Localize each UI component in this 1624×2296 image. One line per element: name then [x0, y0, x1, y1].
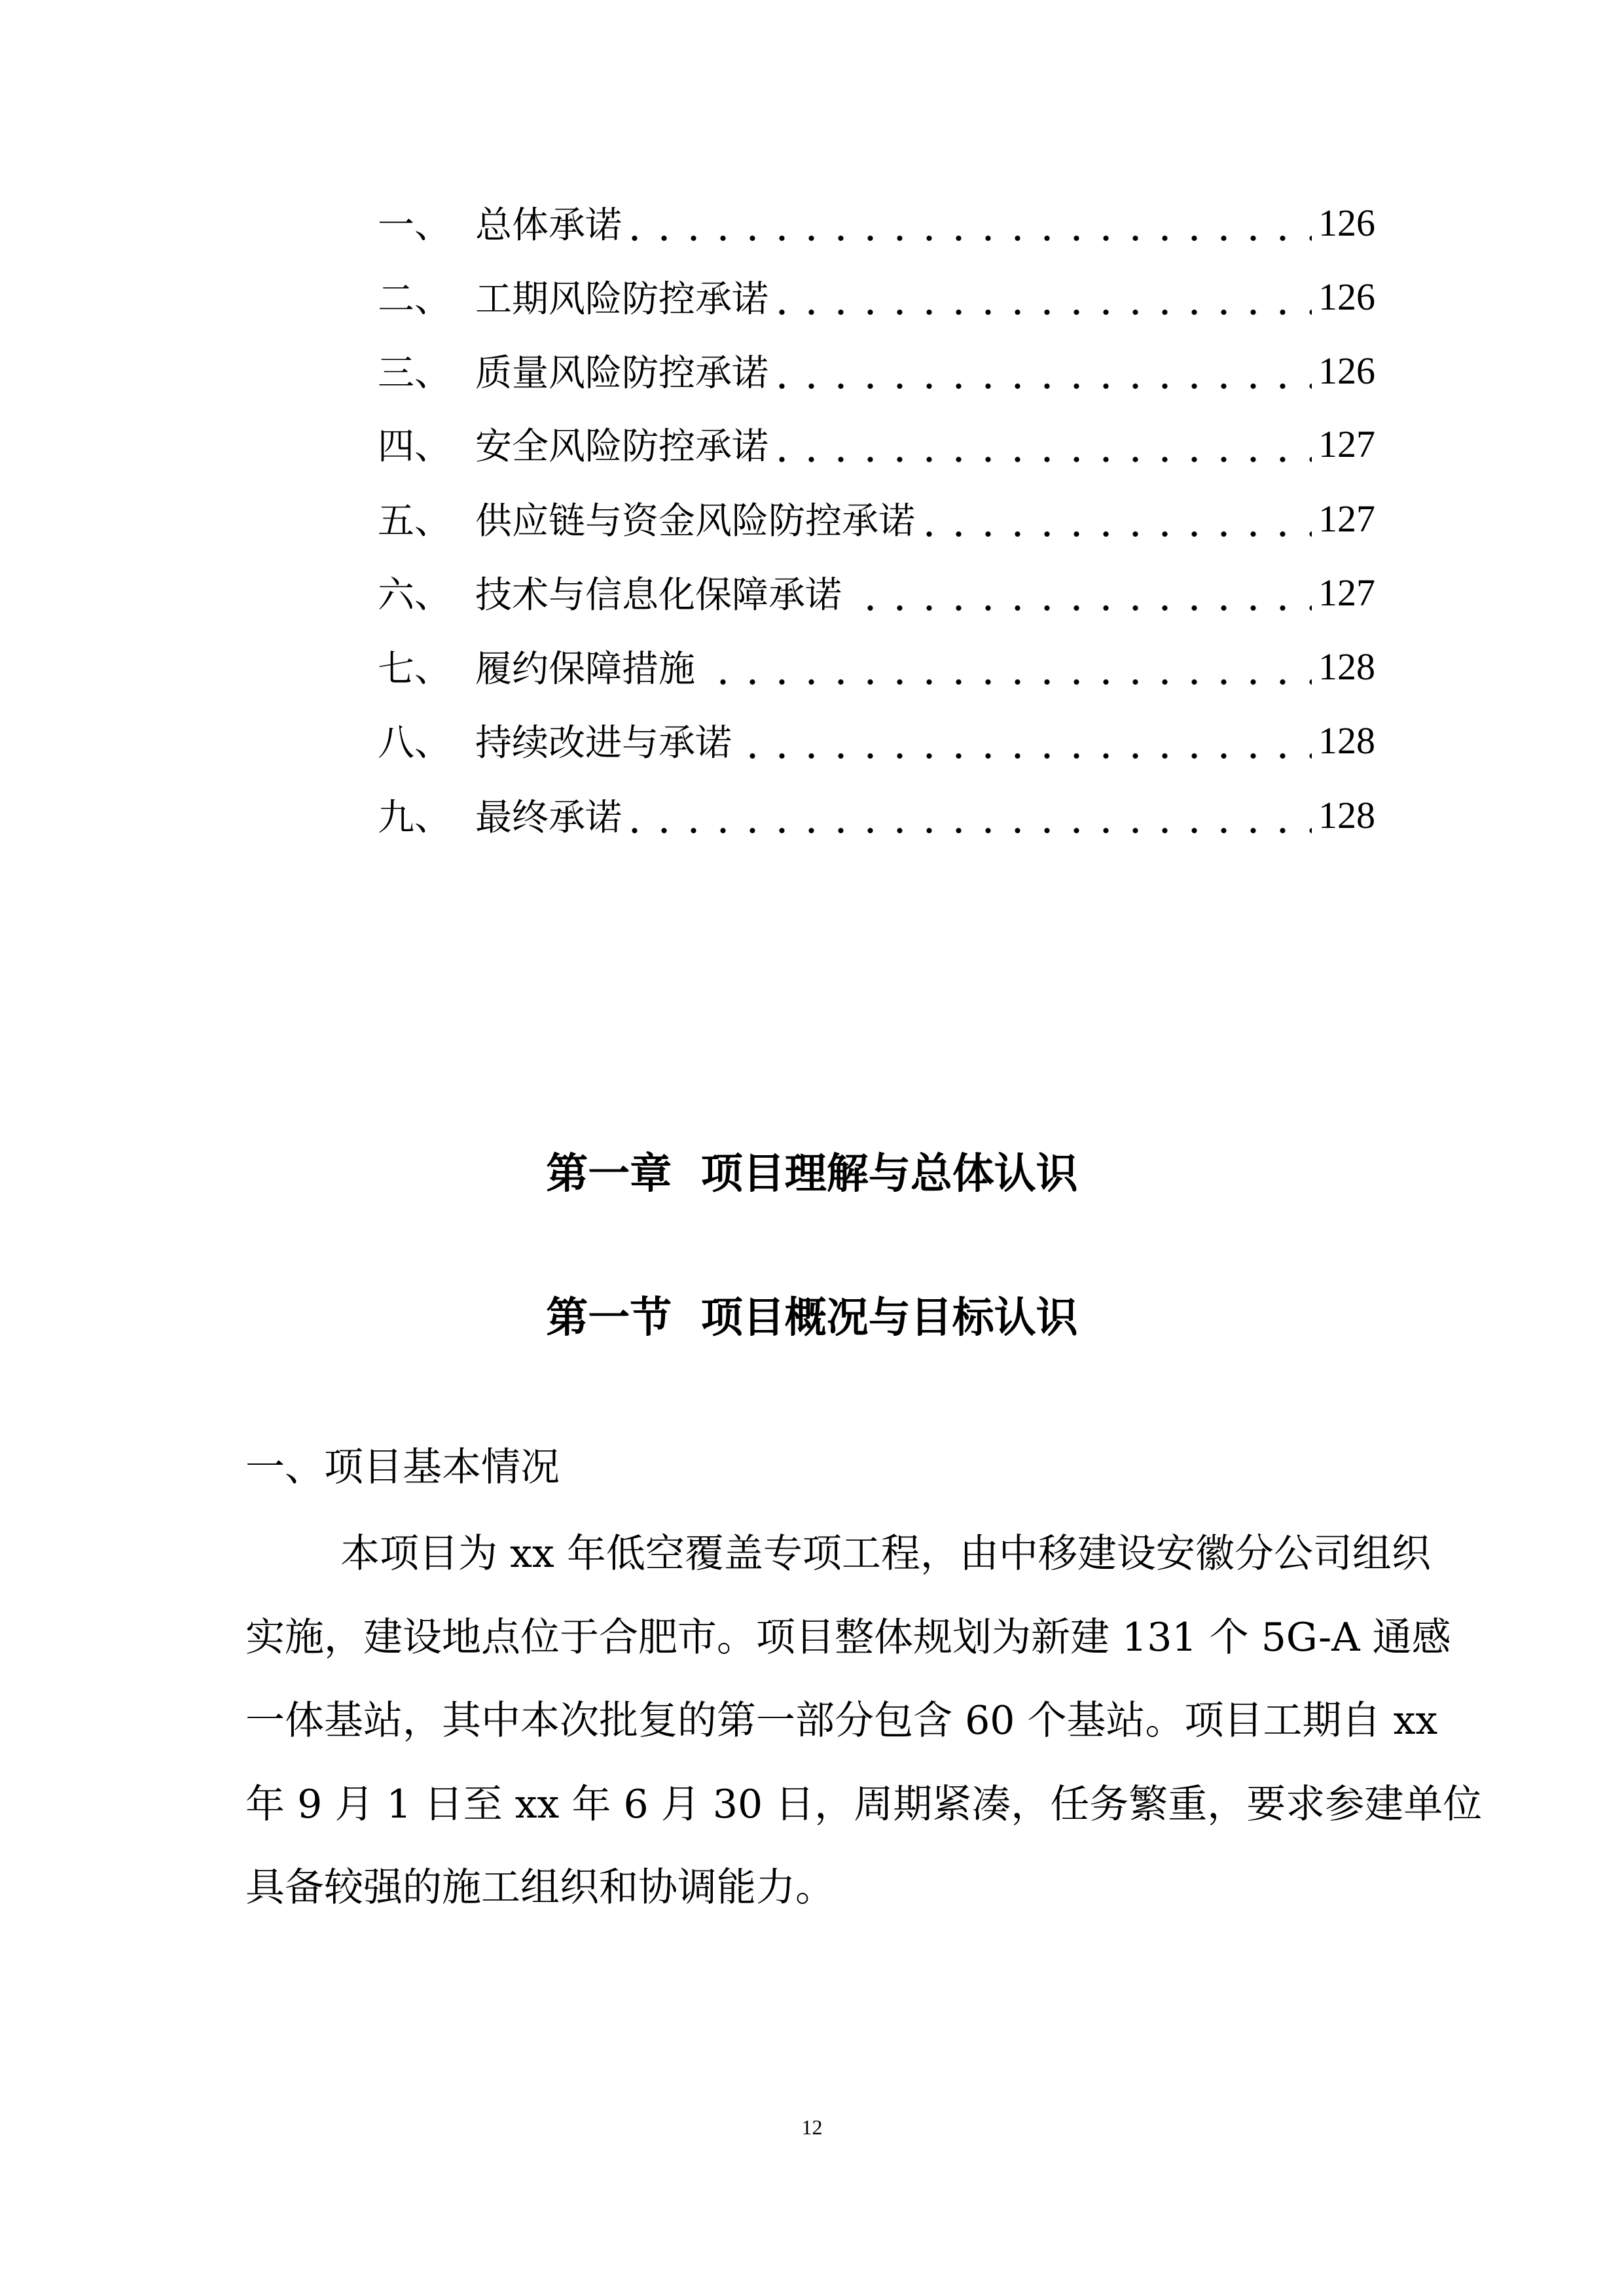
toc-page: 126: [1318, 349, 1375, 392]
toc-title: 质量风险防控承诺: [475, 352, 768, 395]
toc-number: 八、: [378, 722, 451, 764]
paragraph-line: 年 9 月 1 日至 xx 年 6 月 30 日，周期紧凑，任务繁重，要求参建单位: [245, 1782, 1483, 1827]
toc-title: 供应链与资金风险防控承诺: [475, 500, 915, 543]
toc-number: 六、: [378, 574, 451, 617]
toc-entry[interactable]: [378, 640, 1375, 692]
subheading: 一、项目基本情况: [245, 1444, 560, 1490]
toc-title: 工期风险防控承诺: [475, 278, 768, 321]
toc-page: 127: [1318, 422, 1375, 465]
toc-page: 126: [1318, 201, 1375, 244]
toc-number: 五、: [378, 500, 451, 543]
paragraph-line: 实施，建设地点位于合肥市。项目整体规划为新建 131 个 5G-A 通感: [245, 1615, 1451, 1660]
toc-number: 二、: [378, 278, 451, 321]
section-title: 第一节 项目概况与目标认识: [546, 1293, 1078, 1342]
toc-entry[interactable]: [378, 492, 1375, 545]
toc-page: 126: [1318, 275, 1375, 318]
toc-entry[interactable]: [378, 418, 1375, 470]
dot-leader: [778, 344, 1312, 397]
paragraph-line: 具备较强的施工组织和协调能力。: [245, 1865, 835, 1910]
dot-leader: [631, 789, 1312, 841]
toc-page: 127: [1318, 497, 1375, 540]
dot-leader: [778, 418, 1312, 470]
toc-page: 128: [1318, 719, 1375, 762]
page-number: 12: [801, 2115, 823, 2139]
dot-leader: [851, 566, 1312, 619]
toc-page: 128: [1318, 645, 1375, 688]
toc-page: 128: [1318, 793, 1375, 836]
toc-title: 总体承诺: [475, 204, 622, 247]
toc-number: 三、: [378, 352, 451, 395]
toc-page: 127: [1318, 571, 1375, 614]
toc-number: 七、: [378, 648, 451, 691]
dot-leader: [704, 640, 1312, 692]
dot-leader: [631, 196, 1312, 249]
paragraph-line: 本项目为 xx 年低空覆盖专项工程，由中移建设安徽分公司组织: [340, 1531, 1431, 1577]
toc-entry[interactable]: [378, 196, 1375, 249]
dot-leader: [924, 492, 1312, 545]
dot-leader: [778, 270, 1312, 323]
chapter-title: 第一章 项目理解与总体认识: [546, 1149, 1078, 1198]
toc-title: 技术与信息化保障承诺: [475, 574, 842, 617]
toc-title: 最终承诺: [475, 797, 622, 839]
toc-title: 持续改进与承诺: [475, 722, 732, 764]
toc-number: 四、: [378, 425, 451, 468]
toc-entry[interactable]: [378, 714, 1375, 766]
toc-title: 履约保障措施: [475, 648, 695, 691]
toc-entry[interactable]: [378, 789, 1375, 841]
toc-entry[interactable]: [378, 566, 1375, 619]
toc-entry[interactable]: [378, 344, 1375, 397]
toc-entry[interactable]: [378, 270, 1375, 323]
paragraph-line: 一体基站，其中本次批复的第一部分包含 60 个基站。项目工期自 xx: [245, 1698, 1438, 1744]
toc-number: 一、: [378, 204, 451, 247]
dot-leader: [741, 714, 1312, 766]
toc-title: 安全风险防控承诺: [475, 425, 768, 468]
toc-number: 九、: [378, 797, 451, 839]
